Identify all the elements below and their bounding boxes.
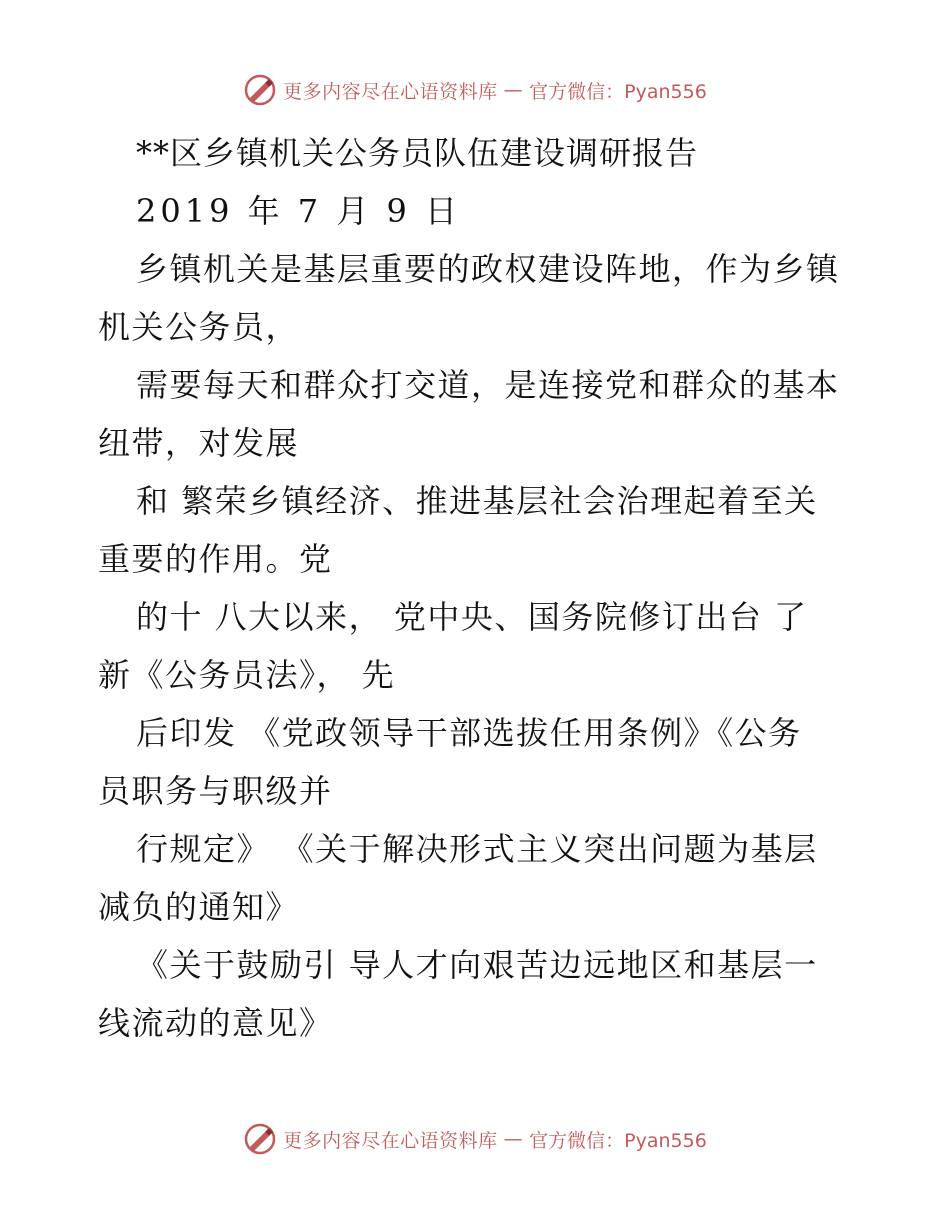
document-date: 2019 年 7 月 9 日 (136, 192, 462, 230)
paragraph-line: 纽带，对发展 (98, 424, 300, 462)
paragraph-line: 新《公务员法》， 先 (98, 656, 396, 694)
paragraph-line: 行规定》 《关于解决形式主义突出问题为基层 (136, 830, 818, 868)
paragraph-line: 《关于鼓励引 导人才向艰苦边远地区和基层一 (136, 946, 818, 984)
paragraph-line: 和 繁荣乡镇经济、推进基层社会治理起着至关 (136, 482, 818, 520)
watermark-dash: — (503, 1128, 524, 1150)
watermark-wechat-text: 官方微信：Pyan556 (529, 80, 707, 103)
document-title: **区乡镇机关公务员队伍建设调研报告 (136, 134, 699, 172)
paragraph-line: 重要的作用。党 (98, 540, 333, 578)
watermark-footer (0, 1119, 950, 1159)
watermark-dash: — (503, 79, 524, 101)
pen-logo-icon (243, 73, 277, 107)
paragraph-line: 线流动的意见》 (98, 1004, 333, 1042)
paragraph-line: 减负的通知》 (98, 888, 300, 926)
paragraph-line: 的十 八大以来， 党中央、国务院修订出台 了 (136, 598, 808, 636)
watermark-header (0, 70, 950, 110)
watermark-wechat-text: 官方微信：Pyan556 (529, 1129, 707, 1152)
watermark-site-text: 更多内容尽在心语资料库 (283, 80, 498, 103)
watermark-site-text: 更多内容尽在心语资料库 (283, 1129, 498, 1152)
paragraph-line: 机关公务员， (98, 308, 300, 346)
pen-logo-icon (243, 1122, 277, 1156)
paragraph-line: 乡镇机关是基层重要的政权建设阵地，作为乡镇 (136, 250, 840, 288)
paragraph-line: 员职务与职级并 (98, 772, 333, 810)
paragraph-line: 后印发 《党政领导干部选拔任用条例》《公务 (136, 714, 802, 752)
document-body (98, 124, 878, 1052)
paragraph-line: 需要每天和群众打交道，是连接党和群众的基本 (136, 366, 840, 404)
